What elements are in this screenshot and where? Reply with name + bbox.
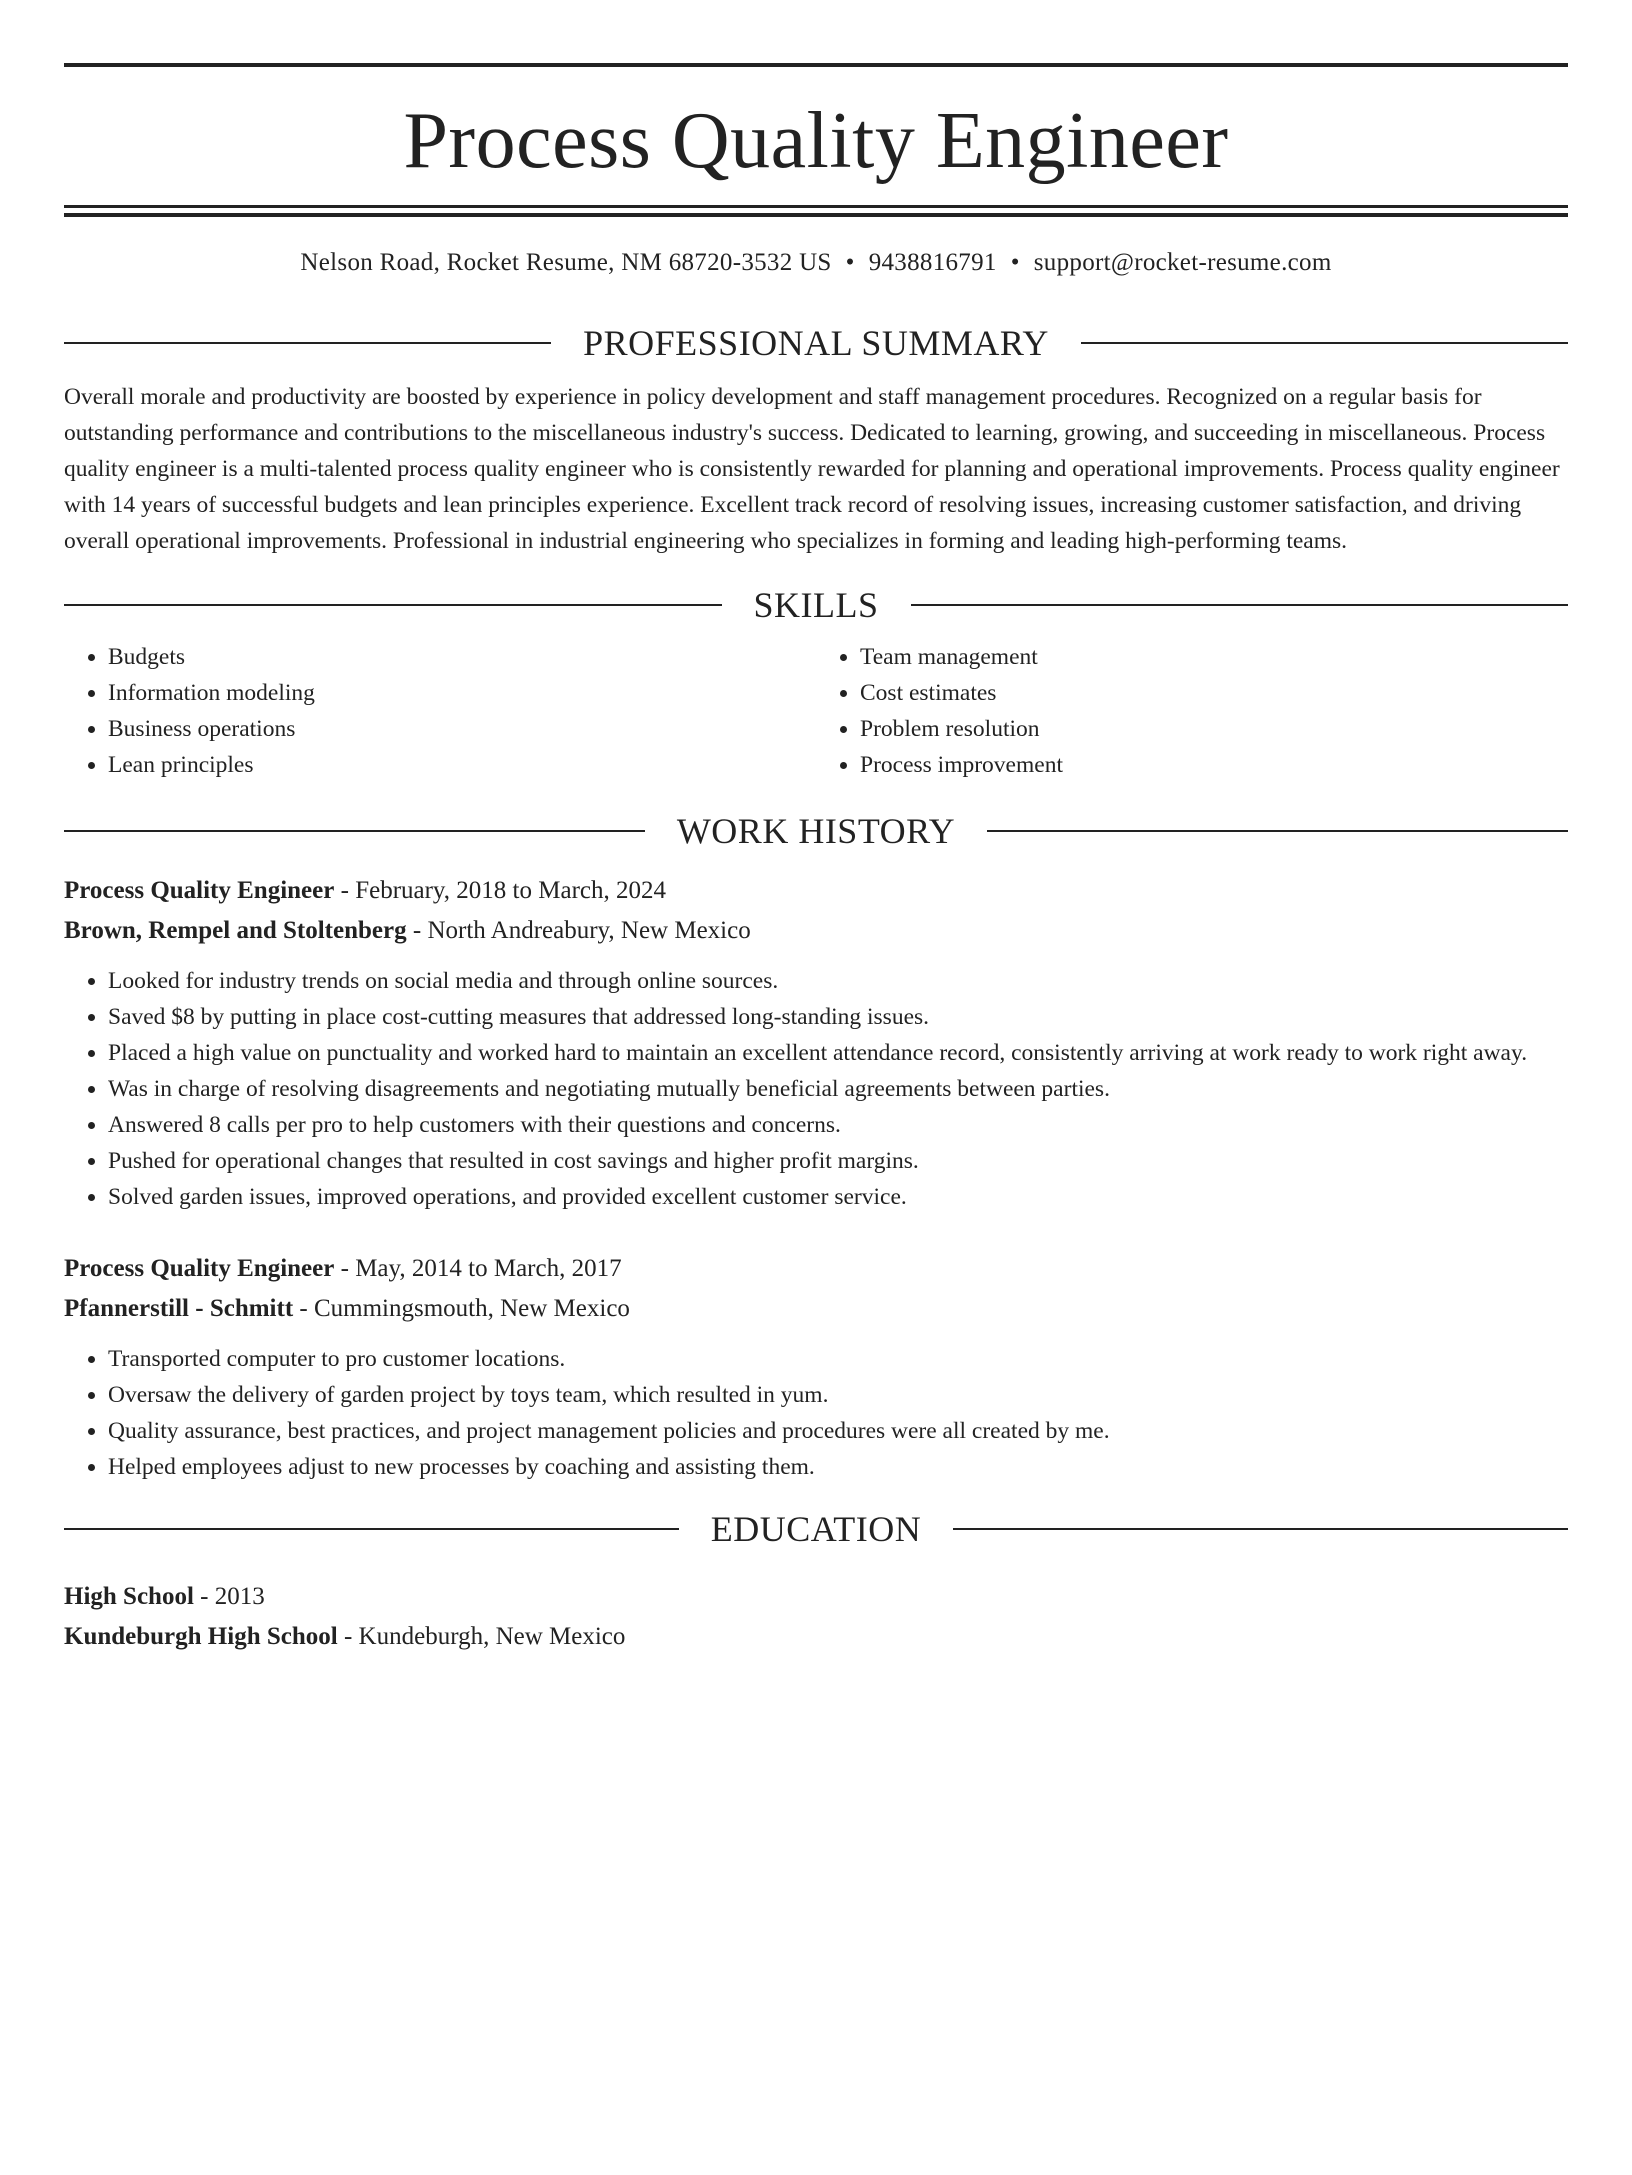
dash: - [193,1583,215,1610]
job-title: Process Quality Engineer [64,877,335,904]
job-bullet: • Saved $8 by putting in place cost-cutting measures that addressed long-standing issues. [108,999,1568,1035]
job-bullet: • Quality assurance, best practices, and project management policies and procedures were all created by me. [108,1413,1568,1449]
dash: - [337,1623,359,1650]
skills-column-left [64,639,816,783]
job-bullet: • Pushed for operational changes that resulted in cost savings and higher profit margins. [108,1143,1568,1179]
section-rule-right [911,604,1569,606]
job-entry [64,1249,1568,1485]
section-rule-left [64,1528,679,1530]
skills-heading: SKILLS [753,585,879,625]
skills-column-right [816,639,1568,783]
education-location: Kundeburgh, New Mexico [358,1623,626,1650]
dash: - [406,917,428,944]
job-title: Process Quality Engineer [64,1255,335,1282]
skill-item: • Budgets [108,639,816,675]
job-location: North Andreabury, New Mexico [427,917,751,944]
job-dates: May, 2014 to March, 2017 [355,1255,622,1282]
section-rule-right [1081,342,1568,344]
job-bullets [64,1341,1568,1485]
skill-item: • Information modeling [108,675,816,711]
job-title-line [64,871,1568,911]
job-company-line [64,911,1568,951]
education-year: 2013 [214,1583,265,1610]
education-section-header [64,1507,1568,1551]
job-bullet: • Helped employees adjust to new processes by coaching and assisting them. [108,1449,1568,1485]
job-bullet: • Answered 8 calls per pro to help customers with their questions and concerns. [108,1107,1568,1143]
section-rule-left [64,830,645,832]
section-rule-right [953,1528,1568,1530]
education-school: Kundeburgh High School [64,1623,338,1650]
contact-address: Nelson Road, Rocket Resume, NM 68720-3532 US [300,249,832,276]
job-company: Pfannerstill - Schmitt [64,1295,294,1322]
skill-item: • Problem resolution [860,711,1568,747]
resume-page [0,63,1632,2175]
contact-separator: • [1010,249,1020,276]
summary-section-header [64,321,1568,365]
contact-line [64,247,1568,279]
job-bullet: • Placed a high value on punctuality and worked hard to maintain an excellent attendance record, consistently arriving at work ready to work right away. [108,1035,1568,1071]
education-degree: High School [64,1583,194,1610]
job-company-line [64,1289,1568,1329]
section-rule-right [987,830,1568,832]
job-bullet: • Oversaw the delivery of garden project by toys team, which resulted in yum. [108,1377,1568,1413]
job-company: Brown, Rempel and Stoltenberg [64,917,407,944]
job-entry [64,871,1568,1215]
header-double-rule [64,205,1568,217]
skill-item: • Team management [860,639,1568,675]
job-bullet: • Was in charge of resolving disagreements and negotiating mutually beneficial agreements between parties. [108,1071,1568,1107]
summary-heading: PROFESSIONAL SUMMARY [583,323,1049,363]
section-rule-left [64,604,722,606]
job-bullet: • Transported computer to pro customer locations. [108,1341,1568,1377]
resume-title: Process Quality Engineer [403,97,1229,185]
education-school-line [64,1617,1568,1657]
job-title-line [64,1249,1568,1289]
education-heading: EDUCATION [710,1509,922,1549]
work-heading: WORK HISTORY [676,811,956,851]
header-top-rule [64,63,1568,67]
contact-phone: 9438816791 [868,249,997,276]
contact-separator: • [845,249,855,276]
dash: - [334,1255,356,1282]
summary-text: Overall morale and productivity are boosted by experience in policy development and staff management procedures. Recognized on a regular basis for outstanding performance and contributions to the miscellaneous industry's success. Dedicated to learning, growing, and succeeding in miscellaneous. Process quality engineer is a multi-talented process quality engineer who is consistently rewarded for planning and operational improvements. Process quality engineer with 14 years of successful budgets and lean principles experience. Excellent track record of resolving issues, increasing customer satisfaction, and driving overall operational improvements. Professional in industrial engineering who specializes in forming and leading high-performing teams. [64,384,1560,554]
skills-list [64,639,1568,783]
contact-email: support@rocket-resume.com [1033,249,1332,276]
job-location: Cummingsmouth, New Mexico [313,1295,630,1322]
job-bullet: • Looked for industry trends on social media and through online sources. [108,963,1568,999]
job-bullets [64,963,1568,1215]
skill-item: • Business operations [108,711,816,747]
job-bullet: • Solved garden issues, improved operations, and provided excellent customer service. [108,1179,1568,1215]
skills-section-header [64,583,1568,627]
dash: - [293,1295,314,1322]
job-dates: February, 2018 to March, 2024 [355,877,667,904]
education-degree-line [64,1577,1568,1617]
skill-item: • Lean principles [108,747,816,783]
skill-item: • Cost estimates [860,675,1568,711]
skill-item: • Process improvement [860,747,1568,783]
dash: - [334,877,356,904]
section-rule-left [64,342,551,344]
work-section-header [64,809,1568,853]
education-entry [64,1577,1568,1657]
